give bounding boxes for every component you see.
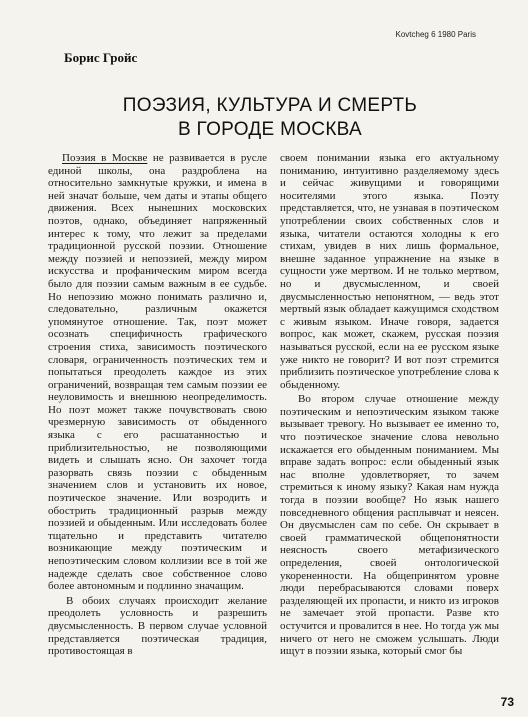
title-line-2: В ГОРОДЕ МОСКВА	[178, 119, 362, 140]
source-header: Kovtcheg 6 1980 Paris	[395, 30, 476, 39]
lead-phrase: Поэзия в Москве	[62, 152, 148, 164]
paragraph: В обоих случаях происходит желание преодолеть условность и разрешить двусмысленность. В первом случае условной представляется поэтическая традиция, противостоящая в	[48, 594, 267, 658]
article-title	[100, 94, 440, 142]
paragraph: своем понимании языка его актуальному пониманию, интуитивно разделяемому здесь и сейчас живущими и говорящими носителями этого языка. Поэту представляется, что, не узнавая в поэтическом употреблении своих собственных слов и языка, читатели остаются холодны к его стихам, увидев в них лишь формальное, внешне заданное упражнение на языке в сущности уже мертвом. И не только мертвом, но и двусмысленном, и своей двусмысленностью непонятном, — ведь этот мертвый язык обладает кажущимся сходством с живым языком. Иначе говоря, задается вопрос, как может, скажем, русская поэзия называться русской, если на ее русском языке уже никто не говорит? И вот поэт стремится приблизить поэтическое употребление слова к обыденному.	[280, 152, 499, 391]
title-line-1: ПОЭЗИЯ, КУЛЬТУРА И СМЕРТЬ	[122, 95, 418, 116]
paragraph: Во втором случае отношение между поэтическим и непоэтическим языком также вызывает тревогу. Но вызывает ее именно то, что поэтическое значение слова невольно искажается его обыденным пониманием. Мы вправе задать вопрос: если обыденный язык нас вполне удовлетворяет, то зачем стремиться к иному языку? Какая нам нужда тогда в поэзии вообще? Но язык нашего повседневного общения расплывчат и неясен. Он двусмыслен сам по себе. Он скрывает в своей грамматической общепонятности неясность своего метафизического определения, своей онтологической укорененности. На общепринятом уровне люди перебрасываются словами поверх разделяющей их пропасти, и никто из игроков не замечает этой пропасти. Разве кто остучится и провалится в нее. Но тогда уж мы ничего от него не сможем услышать. Люди ищут в поэзии языка, который смог бы	[280, 393, 499, 658]
right-column	[280, 152, 499, 700]
paragraph	[48, 152, 267, 593]
page-number: 73	[500, 695, 514, 709]
paragraph-text: не развивается в русле единой школы, она раздроблена на относительно замкнутые кружки, и имена в ней значат больше, чем даты и этапы общего движения. Всех нынешних московских поэтов, однако, объединяет напряженный интерес к тому, что лежит за пределами традиционной русской поэзии. Отношение между поэзией и непоэзией, между миром искусства и профаническим миром всегда было для поэзии самым важным в ее судьбе. Но непоэзию можно понимать различно и, следовательно, различным окажется упомянутое отношение. Так, поэт может осознать специфичность графического строения стиха, зависимость поэтического словаря, ограниченность поэтических тем и попытаться преодолеть каждое из этих ограничений, возвращая тем самым поэзии ее неуловимость и внешнюю неопределимость. Но поэт может также почувствовать свою чрезмерную зависимость от обыденного языка с его расшатанностью и приблизительностью, не позволяющими видеть и слышать ясно. Он захочет тогда разорвать связь поэзии с обыденным значением слов и установить их новое, поэтическое значение. Или возродить и обострить традиционный разрыв между поэзией и обыденным. Или исследовать более тщательно и представить читателю возникающие между поэтическим и непоэтическим словом коллизии все в той же надежде сделать свое собственное слово более автономным и подлинно значащим.	[48, 152, 267, 593]
left-column	[48, 152, 267, 700]
author-name: Борис Гройс	[64, 50, 138, 65]
